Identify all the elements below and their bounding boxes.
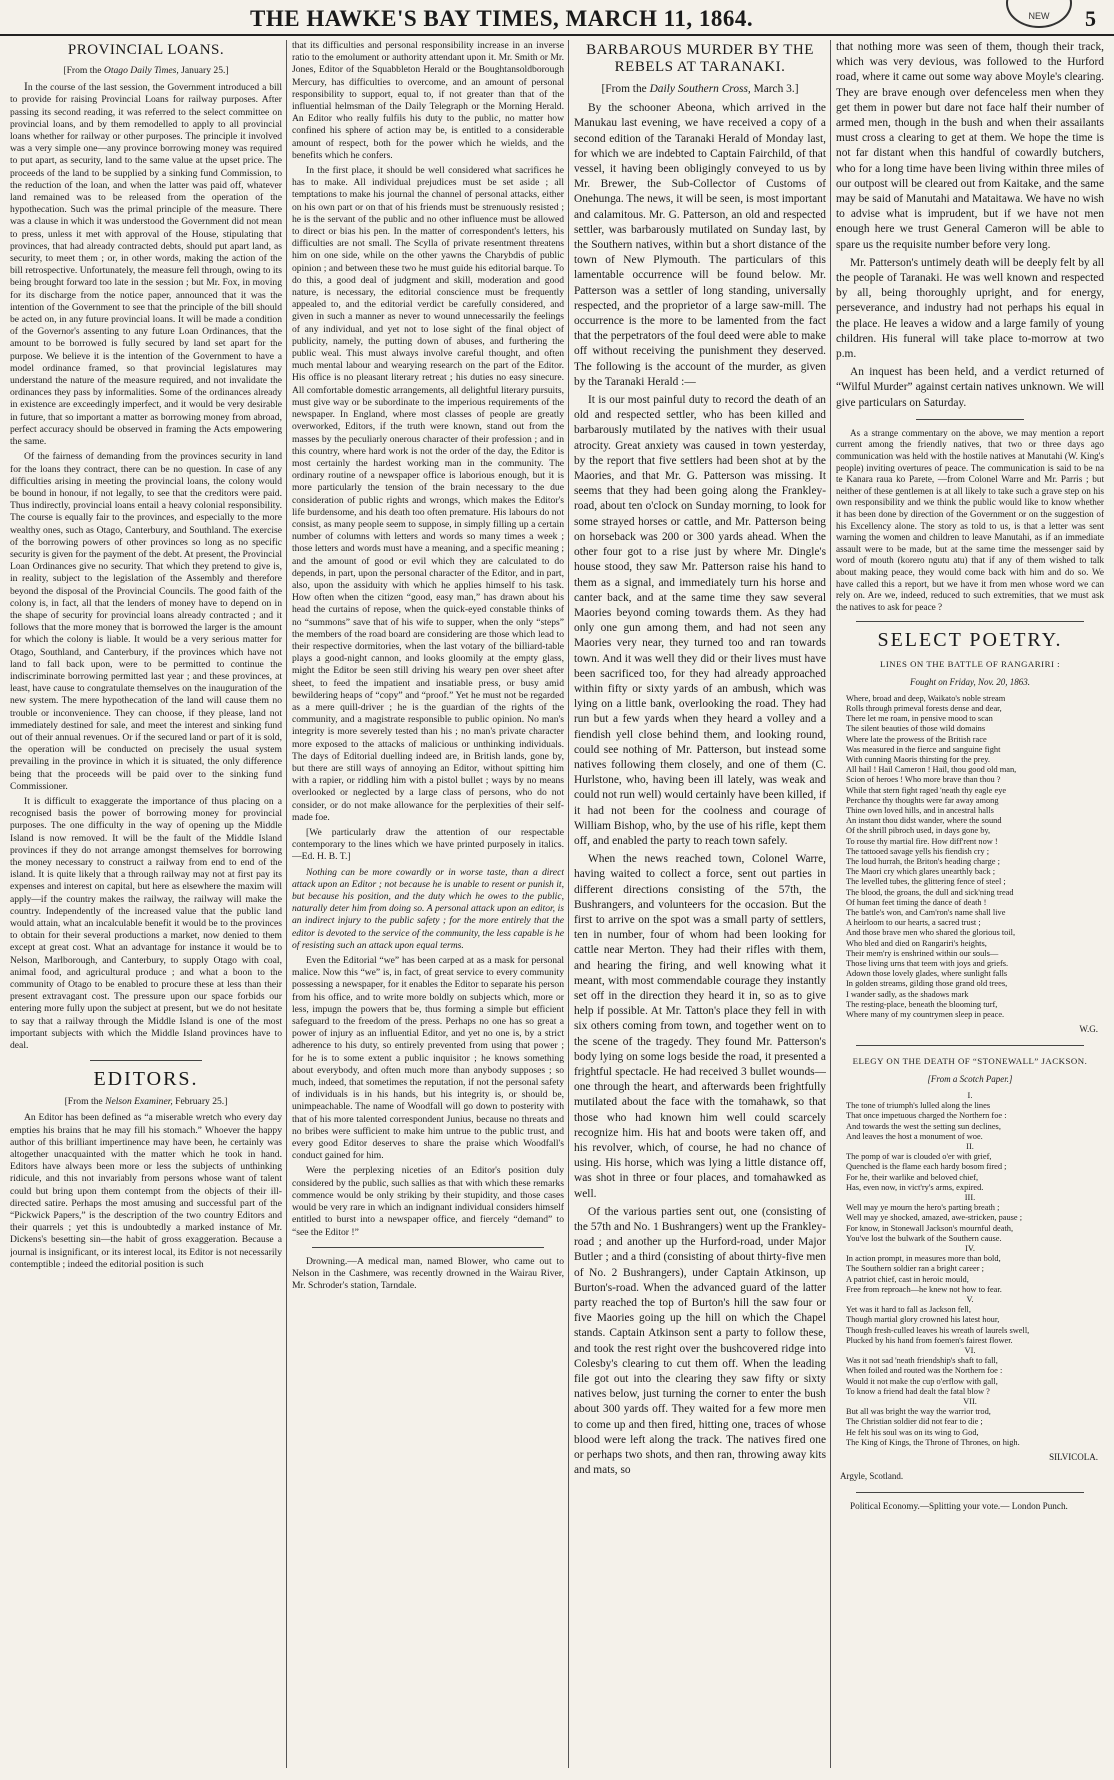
poem-line: I wander sadly, as the shadows mark [846,989,969,999]
poem-line: When foiled and routed was the Northern foe : [846,1366,1003,1376]
article-paragraph: An Editor has been defined as “a miserable wretch who every day empties his brains that he may fill his stomach.” Whoever the happy author of this brilliant impertinence may have been, he certainly was altogether unacquainted with the matter which he took in hand. Editors have always been more or less the subjects of unthinking ridicule, and this not invariably from persons whose want of talent could but bring upon them contempt from the objects of their ill-directed satire. Perhaps the most amusing and successful part of the “Pickwick Papers,” is the description of the two country Editors and their quarrels ; yet this is undoubtedly a marked instance of Mr. Dickens's besetting sin—the habit of gross exaggeration. Because a journal is insignificant, or its interest local, its Editor is not necessarily contemptible ; indeed the editorial position is such [10,1112,282,1270]
poem-line: An instant thou didst wander, where the sound [846,816,1002,826]
stanza-number: I. [967,1090,973,1100]
poem-line: Free from reproach—he knew not how to fear. [846,1284,1002,1294]
poem-line: The King of Kings, the Throne of Thrones, on high. [846,1437,1020,1447]
poem-line: The battle's won, and Cam'ron's name shall live [846,908,1006,918]
stanza-number: IV. [965,1243,975,1253]
column-4 [836,40,1104,1768]
poem-line: Has, even now, in vict'ry's arms, expired. [846,1182,984,1192]
masthead [0,0,1114,36]
poem-line: Those living urns that teem with joys and griefs. [846,959,1009,969]
article-source: [From the Otago Daily Times, January 25.] [63,65,229,76]
poem-line: Adown those lovely glades, where sunlight falls [846,969,1008,979]
poem-line: Where late the prowess of the British race [846,734,987,744]
article-heading-taranaki: BARBAROUS MURDER BY THE REBELS AT TARANAKI. [586,42,814,75]
poem-title: ELEGY ON THE DEATH OF “STONEWALL” JACKSON. [852,1056,1088,1067]
section-divider [856,1492,1084,1493]
poem-line: A patriot chief, cast in heroic mould, [846,1274,969,1284]
article-paragraph: As a strange commentary on the above, we may mention a report current among the friendly natives, that two or three days ago communication was held with the hostile natives at Manutahi (W. King's people) inviting overtures of peace. The communication is said to be na te Kanara raua ko Parete, —from Colonel Warre and Mr. Parris ; but neither of these gentlemen is at all likely to take such a grave step on his own responsibility and we think the public would like to know whether it has been done by direction of the Government or on the suggestion of his Excellency alone. The story as told to us, is that a letter was sent warning the women and children to leave Manutahi, as if an immediate assault were to be made, but at the same time the messenger said by word of mouth (korero ngutu atu) that if any of them wished to talk about making peace, they would come back with him and do so. We have called this a report, but we have it from men whose word we can rely on. Are we, indeed, reduced to such extremities, that we must ask the natives to ask for peace ? [836,427,1104,612]
poem-line: Would it not make the cup o'erflow with gall, [846,1376,998,1386]
poem-line: Where, broad and deep, Waikato's noble stream [846,693,1006,703]
article-paragraph: An inquest has been held, and a verdict returned of “Wilful Murder” against certain natives unknown. We will give particulars on Saturday. [836,366,1104,409]
stanza-number: III. [964,1192,976,1202]
stanza-number: V. [966,1294,974,1304]
section-divider [312,1247,544,1248]
article-heading-editors: EDITORS. [93,1068,199,1091]
poem-line: Yet was it hard to fall as Jackson fell, [846,1305,971,1315]
article-paragraph: In the course of the last session, the Government introduced a bill to provide for raising Provincial Loans for railway purposes. After passing its second reading, it was referred to the select committee on provincial loans, and by them remodelled to apply to all provincial loans whether for railway or other purposes. The principle it involved was a very simple one—any province borrowing money was required to put apart, as security, land to the same value at the upset price. The proceeds of the land to be supplied by a sinking fund Commission, to the reduction of the loan, and when the latter was paid off, whatever land remained was to be released from the operation of the hypothecation. Such was the primal principle of the measure. There was a clause in which it was understood the Government did not mean to press, unless it met with approval of the House, stipulating that provinces, that had already contracted debts, should put apart land, as security, to meet them ; or, in other words, making the action of the bill retrospective. Unfortunately, the measure fell through, owing to its being brought forward too late in the session ; but Mr. Fox, in moving for its discharge from the notice paper, announced that it was the intention of the Government to see that the principle of the bill should be acted on, in any future provincial loans. It will be made a condition of the Governor's assenting to any future Loan Ordinances, that the amount to be borrowed is fully secured by land set apart for the purpose. We believe it is the intention of the Government to have a model ordinance framed, so that provincial legislatures may understand the nature of the measure required, and not invalidate the ordinances they pass by informalities. Some of the ordinances already in existence are exceedingly imperfect, and it would be very desirable in future, that so important a matter as borrowing money from abroad, perfect accuracy should be observed in framing the Acts empowering the same. [10,81,282,448]
poem-line: There let me roam, in pensive mood to scan [846,714,993,724]
poem-line: The levelled tubes, the glittering fence of steel ; [846,877,1006,887]
column-rule [830,40,831,1768]
poem-line: But all was bright the way the warrior trod, [846,1407,991,1417]
closing-note: Political Economy.—Splitting your vote.— London Punch. [850,1501,1068,1512]
poem-line: The Southern soldier ran a bright career ; [846,1264,984,1274]
poem-line: The loud hurrah, the Briton's heading charge ; [846,857,1000,867]
poem-line: Well may ye mourn the hero's parting breath ; [846,1203,1000,1213]
poem-line: The Maori cry which glares unearthly back ; [846,867,996,877]
poem-line: Scion of heroes ! Who more brave than thou ? [846,775,1001,785]
poem-signature: SILVICOLA. [1049,1452,1098,1462]
poem-line: The tattooed savage yells his fiendish cry ; [846,846,990,856]
poem-line: In action prompt, in measures more than bold, [846,1254,1001,1264]
library-seal-stamp: NEW [1006,0,1072,28]
italic-paragraph: Nothing can be more cowardly or in worse taste, than a direct attack upon an Editor ; not because he is unable to resent or punish it, but because his position, and the duty which he owes to the public, naturally deter him from doing so. A personal attack upon an editor, is an indirect injury to the public safety ; for the more entirely that the editor is devoted to the service of the community, the less capable is he of resisting such an attack upon equal terms. [292,866,564,951]
poem-line: To know a friend had dealt the fatal blow ? [846,1386,990,1396]
poem-line: The silent beauties of those wild domains [846,724,986,734]
column-1 [10,40,282,1768]
poem-line: Who bled and died on Rangariri's heights, [846,938,987,948]
article-paragraph: Of the various parties sent out, one (consisting of the 57th and No. 1 Bushrangers) went up the Frankley-road ; and another up the Hurford-road, under Major Butler ; and a third (consisting of about thirty-five men of No. 2 Bushrangers), under Captain Atkinson, up Burton's-road. When the advanced guard of the latter party reached the top of Burton's hill the saw four or five Maories going up the hill on which the Chapel stands. Captain Atkinson sent a party to follow these, and took the rest right over the bushcovered ridge into Colesby's clearing to cut them off. When the leading file got out into the clearing they saw fifty or sixty natives below, just turning the corner to enter the bush about 300 yards off. They waited for a few more men to come up and then fired, hitting one, traces of whose blood were left along the track. The natives fired one or perhaps two shots, and then ran, throwing away kits and mats, so [574,1205,826,1477]
column-2 [292,40,564,1768]
page-number: 5 [1085,6,1096,31]
section-divider [856,621,1084,622]
poem-line: In golden streams, gilding those grand old trees, [846,979,1008,989]
article-paragraph: that nothing more was seen of them, though their track, which was very devious, was followed to the Hurford road, where it came out some way above Moyle's clearing. They are brave enough over defenceless men when they get them in power but dare not face half their number of armed men, though in the bush and when their assailants must cross a clearing to get at them. We hope the time is not far distant when this handful of cowardly butchers, who for a long time have been living within three miles of our outpost will be cleared out from Kaitake, and the same may be said of Manutahi and Mataitawa. We have no wish to advise what is imprudent, but if we have not men enough here we trust General Cameron will be able to spare us the requisite number before very long. [836,41,1104,251]
article-paragraph: When the news reached town, Colonel Warre, having waited to collect a force, sent out parties in different directions consisting of the 57th, the Bushrangers, and volunteers for the occasion. But the first to arrive on the spot was a small party of settlers, ten in number, four of whom had been looking for cattle near Merton. They had their rifles with them, and hearing the firing, and well knowing what it meant, with most commendable courage they instantly set off in the direction they heard it in, so as to give help if possible. At Mr. Tatton's place they fell in with six others coming from town, and together went on to the scene of the tragedy. They found Mr. Patterson's body lying on some logs beside the road, it presented a frightful spectacle. He had received 3 bullet wounds—one through the heart, and afterwards been frightfully mutilated about the face with the tomahawk, so that those who had known him well could scarcely recognize him. His hat and boots were taken off, and his revolver, which, of course, he had no chance of using. His horse, which was lying a little distance off, was shot in three or four places, and tomahawked as well. [574,853,826,1200]
poem-line: Was it not sad 'neath friendship's shaft to fall, [846,1356,998,1366]
stanza-number: VII. [963,1396,977,1406]
poem-subtitle: [From a Scotch Paper.] [927,1073,1013,1084]
column-3 [574,40,826,1768]
poem-line: Thine own loved hills, and in ancestral halls [846,806,994,816]
section-divider [916,419,1024,420]
poem-line: You've lost the bulwark of the Southern cause. [846,1233,1002,1243]
section-divider [90,1060,202,1061]
poem-line: For know, in Stonewall Jackson's mournful death, [846,1223,1014,1233]
poem-line: For he, their warlike and beloved chief, [846,1172,979,1182]
poem-line: Of the shrill pibroch used, in days gone by, [846,826,991,836]
poem-line: All hail ! Hail Cameron ! Hail, thou good old man, [846,765,1017,775]
poem-line: And those brave men who shared the glorious toil, [846,928,1016,938]
newspaper-title: THE HAWKE'S BAY TIMES, MARCH 11, 1864. [250,6,754,31]
poem-line: Their mem'ry is enshrined within our souls— [846,948,999,958]
article-paragraph: Mr. Patterson's untimely death will be deeply felt by all the people of Taranaki. He was well known and respected by all, being thoroughly upright, and for energy, perseverance, and industry had not perhaps his equal in the place. He leaves a widow and a large family of young children. His funeral will take place to-morrow at two p.m. [836,256,1104,361]
drowning-notice: Drowning.—A medical man, named Blower, who came out to Nelson in the Cashmere, was recently drowned in the Wairau River, Mr. Schroder's station, Tarndale. [292,1255,564,1292]
article-paragraph: It is difficult to exaggerate the importance of thus placing on a recognised basis the power of borrowing money for provincial purposes. The one difficulty in the way of opening up the Middle Island is now removed. It will be the fault of the Middle Island provinces if they do not arrange amongst themselves for borrowing the money necessary to construct a railway from end to end of the island. It is quite likely that a through railway may not at first pay its expenses and interest on capital, but here as elsewhere the maxim will apply—if the country makes the railway, the railway will make the country. Independently of the increased value that the public land would attain, what an incalculable benefit it would be to the provinces to obtain for their several productions a market, now denied to them except at great cost. What an advantage for instance it would be to Nelson, Marlborough, and Canterbury, to supply Otago with coal, animal food, and agricultural produce ; and what a boon to the community of Otago to be enabled to procure these at less than their present extravagant cost. The pressure upon our space forbids our entering more fully upon the subject at present, but we do not hesitate to say that a railway through the Middle Island is one of the most important subjects with which the Middle Island provinces have to deal. [10,795,282,1052]
poem-line: Quenched is the flame each hardy bosom fired ; [846,1162,1007,1172]
poem-line: The blood, the groans, the dull and sick'ning tread [846,887,1014,897]
poem-line: The tone of triumph's lulled along the lines [846,1101,991,1111]
poem-line: The pomp of war is clouded o'er with grief, [846,1152,992,1162]
poem-stonewall-jackson [836,1091,1104,1448]
stanza-number: VI. [964,1345,976,1355]
poem-subtitle: Fought on Friday, Nov. 20, 1863. [909,676,1031,687]
poem-line: The resting-place, beneath the blooming turf, [846,999,998,1009]
article-paragraph: It is our most painful duty to record the death of an old and respected settler, who has been killed and barbarously mutilated by the natives with their usual atrocity. Great anxiety was caused in town yesterday, by the report that five settlers had been shot at by the Maories, and that Mr. G. Patterson was missing. It seems that they had been going along the Frankley-road, about ten o'clock on Sunday morning, to look for some strayed horses or cattle, and Mr. Patterson being on horseback was 200 or 300 yards ahead. When the other four got to a rise just by where Mr. Dingle's house stood, they saw Mr. Patterson raise his hand to them as a signal, and immediately turn his horse and canter back, and at the same time they saw several Maories beyond coming towards them. As they had only one gun among them, and had not seen any Maories very near, they turned too and ran towards town. And it was well they did or their lives must have been sacrificed too, for they had already approached within fifty or sixty yards of an ambush, which was lying on a little bank, overlooking the road. They had run but a few yards when they heard a volley and a fiendish yell close behind them, and looking round, could see nothing of Mr. Patterson, but instead some natives following them closely, and one of them (C. Hurlstone, who, having been ill lately, was weak and could not run well) would certainly have been killed, if it had not been for the coolness and courage of William Bishop, who, by the use of his rifle, kept them off, and enabled the party to reach town safely. [574,394,826,847]
article-heading-provincial-loans: PROVINCIAL LOANS. [67,42,225,58]
section-divider [856,1045,1084,1046]
article-source: [From the Nelson Examiner, February 25.] [64,1096,228,1108]
poem-line: Plucked by his hand from foemen's fairest flower. [846,1335,1013,1345]
poem-line: Well may ye shocked, amazed, awe-stricken, pause ; [846,1213,1023,1223]
poetry-heading: SELECT POETRY. [877,629,1063,652]
poem-line: While that stern fight raged 'neath thy eagle eye [846,785,1007,795]
poem-line: And towards the west the setting sun declines, [846,1121,1001,1131]
poem-line: He felt his soul was on its wing to God, [846,1427,979,1437]
article-paragraph: Of the fairness of demanding from the provinces security in land for the loans they contract, there can be no question. In case of any difficulties arising in meeting the provincial loans, the colony would be bound in honour, if not legally, to see that the creditors were paid. Thus indirectly, provincial loans entail a heavy colonial responsibility. The course is equally fair to the provinces, and especially to the more wealthy ones, such as Otago, Canterbury, and Southland. The exercise of the borrowing powers of other provinces so long as no specific security is given for the payment of the debt. At present, the Provincial Loan Ordinances give no security. That which they pretend to give is, in reality, subject to the legislation of the Assembly and therefore beyond the disposal of the Provincial Councils. The good faith of the colony is, in fact, all that the lenders of money have to depend on in the shape of security for provincial loans already contracted ; and it follows that the more money that is borrowed the larger is the amount for which the colony is liable. It would be a very serious matter for Otago, Southland, and Canterbury, if the provinces which have not land to fall back upon, were to be permitted to continue the indiscriminate borrowing permitted last year ; and these provinces, at least, have cause to congratulate themselves on the inauguration of the new system. The mere hypothecation of the land will cause them no trouble or inconvenience. They can choose, if they please, land not immediately destined for sale, and meet the interest and sinking fund out of their annual revenues. Or if the secured land or part of it is sold, the operation will be conducted on precisely the usual system prevailing in the province in which it is situated, the only difference being that the proceeds will be paid over to the sinking fund Commissioner. [10,451,282,792]
article-source: [From the Daily Southern Cross, March 3.] [601,83,799,95]
poem-line: That once impetuous charged the Northern foe : [846,1111,1007,1121]
editor-note: [We particularly draw the attention of our respectable contemporary to the lines which we have printed purposely in italics.—Ed. H. B. T.] [292,827,564,863]
poem-line: And leaves the host a monument of woe. [846,1131,983,1141]
poem-rangariri [836,694,1104,1021]
poem-line: A heirloom to our hearts, a sacred trust ; [846,918,981,928]
poem-line: Perchance thy thoughts were far away among [846,795,999,805]
poem-line: To rouse thy martial fire. How diff'rent now ! [846,836,998,846]
poem-line: The Christian soldier did not fear to die ; [846,1417,983,1427]
poem-line: Though martial glory crowned his latest hour, [846,1315,1000,1325]
article-paragraph: In the first place, it should be well considered what sacrifices he has to make. All individual prejudices must be set aside ; all temptations to make his journal the channel of personal attacks, either on his own part or on that of his friends must be strenuously resisted ; he is the servant of the public and no other influence must be allowed to direct or bias his pen. In the matter of correspondent's letters, his difficulties are not small. The Scylla of private resentment threatens him on one side, while on the other yawns the Charybdis of public opinion ; and between these two he must guide his editorial barque. To do this, a good deal of judgment and skill, moderation and good nature, is necessary, the editorial conscience must be frequently appealed to, and the editorial verdict be carefully considered, and given in such a manner as never to wound unnecessarily the feelings of any individual, and yet not to lose sight of the final object of publicity, namely, the putting down of abuses, and furthering the public weal. This must always involve careful thought, and often much mental labour and wearying research on the part of the Editor. His office is no pleasant literary retreat ; his duties no easy sinecure. All comfortable domestic arrangements, all delightful literary pursuits, must give way or be subordinate to the imperious requirements of the newspaper. In England, where most classes of people are greatly overworked, Editors, if the truth were known, stand out from the masses by the peculiarly onerous character of their profession ; and in this country, where hard work is not the order of the day, the Editor is most certainly the hardest working man in the community. The ordinary routine of a newspaper office is laborious enough, but it is more particularly the tension of the brain necessary to the due consideration of public rights and wrongs, which makes the Editor's life burdensome, and his death too often premature. His labours do not consist, as many people seem to suppose, in simply filling up a certain number of columns with letters and words so many times a week ; those letters and words must have a meaning, and a specific meaning ; and the amount of good or evil which they are calculated to do depends, in part, upon the personal character of the Editor, and in part, also, upon the assiduity with which he applies himself to his task. How often when the citizen “good, easy man,” has drawn about his head the curtains of repose, when the quick-eyed constable thinks of no “summons” save that of his wife to supper, when the only “steps” the members of the road board are considering are those which lead to their respective dormitories, when the last votary of the billiard-table plays a good-night cannon, and looks gloomily at the empty glass, might the Editor be seen still driving his weary pen over sheet after sheet, to feed the impatient and insatiable press, or busy amid bewildering heaps of “copy” and “proof.” Yet he must not be regarded as a mere quill-driver ; he is the guardian of the rights of the community, and a magistrate responsible to public opinion. No man's integrity is more severely tested than his ; no man's private character more exposed to the attacks of malicious or unthinking individuals. The days of Editorial duelling indeed are, in British lands, gone by, but there are still ways of annoying an Editor, without spitting him with a rapier, or riddling him with a pistol bullet ; ways by no means overlooked or neglected by a large class of persons, who do not consider, or do not make allowance for the perplexities of their self-made foe. [292,165,564,823]
poem-line: Of human feet timing the dance of death ! [846,897,987,907]
column-rule [568,40,569,1768]
poem-signature: W.G. [1079,1024,1098,1035]
stanza-number: II. [966,1141,974,1151]
poem-place: Argyle, Scotland. [840,1471,904,1482]
article-paragraph: By the schooner Abeona, which arrived in the Manukau last evening, we have received a copy of a second edition of the Taranaki Herald of Monday last, for which we are indebted to Captain Fairchild, of that vessel, it having been obligingly conveyed to us by Mr. Brewer, the Sub-Collector of Customs of Onehunga. The news, it will be seen, is most important and calamitous. Mr. G. Patterson, an old and respected settler, was barbarously mutilated on Sunday last, by the Southern natives, within but a short distance of the town of New Plymouth. The particulars of this lamentable occurrence will be found below. Mr. Patterson was a settler of long standing, universally respected, and the proprietor of a large saw-mill. The occurrence is the more to be lamented from the fact that the perpetrators of the foul deed were able to make off without receiving the punishment they deserved. The following is the account of the murder, as given by the Taranaki Herald :— [574,102,826,388]
poem-title: LINES ON THE BATTLE OF RANGARIRI : [879,659,1061,670]
poem-line: With cunning Maoris thirsting for the prey. [846,755,991,764]
column-rule [286,40,287,1768]
article-paragraph: that its difficulties and personal responsibility increase in an inverse ratio to the emolument or authority attendant upon it. Mr. Smith or Mr. Jones, Editor of the Squabbleton Herald or the Boughtansoldborough Mercury, has difficulties to overcome, and an amount of personal responsibility to support, equal to, if not greater than that of the influential helmsman of the Daily Telegraph or the Morning Herald. An Editor who really fulfils his duty to the public, no matter how confined his sphere of action may be, is entitled to a considerable amount of respect, both for the power which he wields, and the benefits which he confers. [292,40,564,161]
poem-line: Was measured in the fierce and sanguine fight [846,744,1001,754]
poem-line: Though fresh-culled leaves his wreath of laurels swell, [846,1325,1030,1335]
poem-line: Rolls through primeval forests dense and dear, [846,703,1002,713]
poem-line: Where many of my countrymen sleep in peace. [846,1010,1005,1020]
article-paragraph: Even the Editorial “we” has been carped at as a mask for personal malice. Now this “we” is, in fact, of great service to every community possessing a newspaper, for it enables the Editor to separate his person from his office, and to write more boldly on subjects which, more or less, impugn the powers that be, thus forming a simple but efficient safeguard to the freedom of the press. Perhaps no one has so great a power of injury as an influential Editor, and yet no one is, by a strict adherence to his duty, so entirely prevented from using that power ; for he is to some extent a public inquisitor ; he knows something about everybody, and often much more than anybody supposes ; so much, indeed, that sometimes the reputation, if not the personal safety of individuals is in his hands, but his integrity is, or should be, unimpeachable. The name of Woodfall will go down to posterity with that of his more talented correspondent Junius, because no threats and no bribes were sufficient to make him untrue to the public trust, and every good Editor deserves to share the praise which Woodfall's conduct gained for him. [292,955,564,1162]
article-paragraph: Were the perplexing niceties of an Editor's position duly considered by the public, such sallies as that with which these remarks commence would be only striking by their stupidity, and those cases would be very rare in which an indignant individual considers himself entitled to burst into a newspaper office, and fiercely “demand” to “see the Editor !” [292,1165,564,1238]
